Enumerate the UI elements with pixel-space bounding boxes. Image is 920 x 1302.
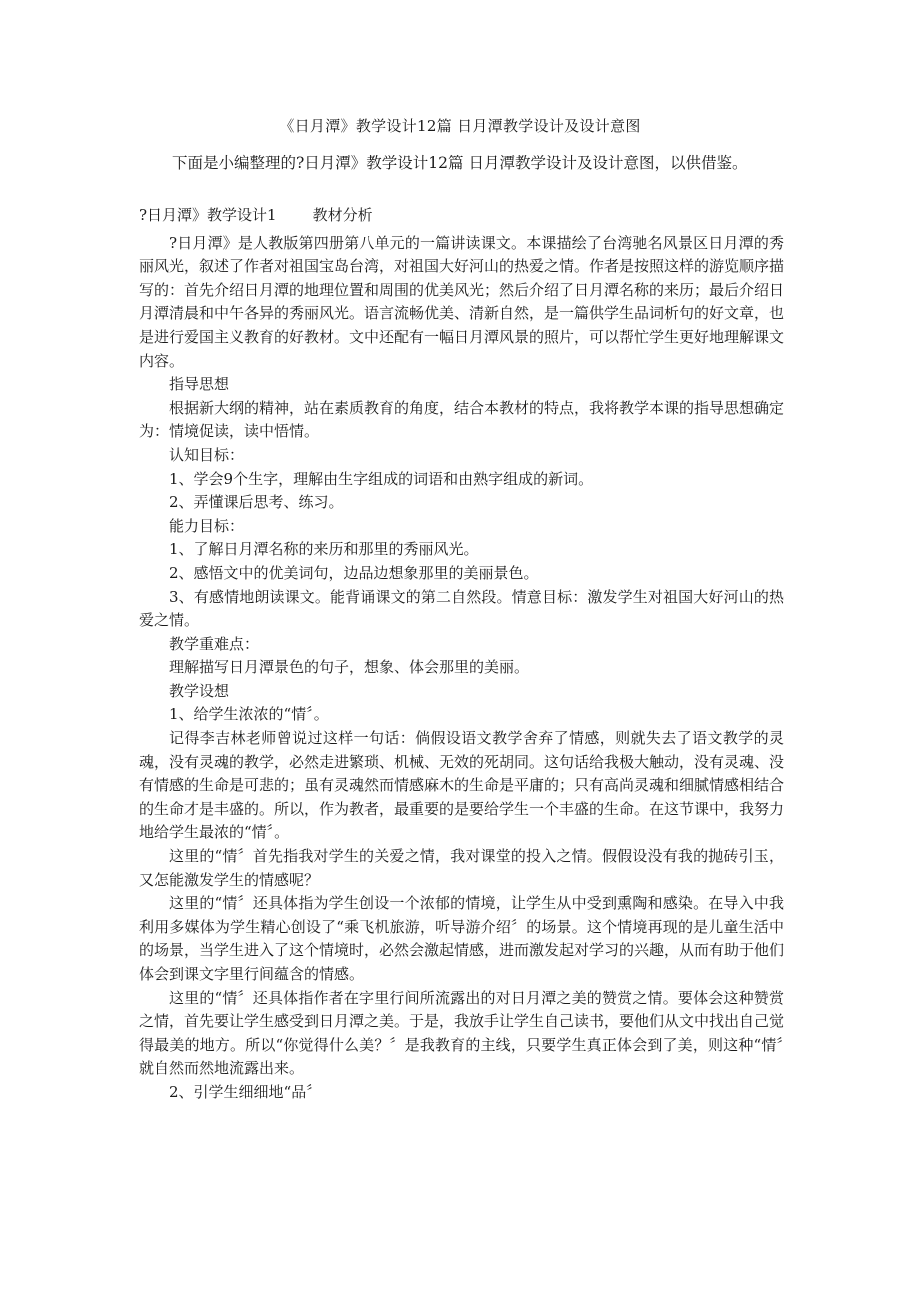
list-item: 1、了解日月潭名称的来历和那里的秀丽风光。 bbox=[169, 540, 479, 559]
list-item: 2、弄懂课后思考、练习。 bbox=[169, 493, 344, 512]
paragraph-body: 这里的“情〞还具体指作者在字里行间所流露出的对日月潭之美的赞赏之情。要体会这种赞赏之情，首先要让学生感受到日月潭之美。于是，我放手让学生自己读书，要他们从文中找出自己觉得最美的地方。所以“你觉得什么美？〞是我教育的主线，只要学生真正体会到了美，则这种“情〞就自然而然地流露出来。 bbox=[139, 988, 785, 1078]
list-item: 2、引学生细细地“品〞 bbox=[169, 1082, 322, 1101]
intro-paragraph: 下面是小编整理的?日月潭》教学设计12篇 日月潭教学设计及设计意图，以供借鉴。 bbox=[172, 154, 748, 172]
heading-guiding-idea: 指导思想 bbox=[169, 375, 230, 394]
list-item: 1、学会9个生字，理解由生字组成的词语和由熟字组成的新词。 bbox=[169, 469, 594, 488]
list-item: 2、感悟文中的优美词句，边品边想象那里的美丽景色。 bbox=[169, 563, 539, 582]
heading-ability-goals: 能力目标： bbox=[169, 516, 245, 535]
section-heading-subtitle: 教材分析 bbox=[312, 206, 373, 224]
paragraph-material-analysis: ?日月潭》是人教版第四册第八单元的一篇讲读课文。本课描绘了台湾驰名风景区日月潭的秀丽风光，叙述了作者对祖国宝岛台湾，对祖国大好河山的热爱之情。作者是按照这样的游览顺序描写的：首先介绍日月潭的地理位置和周围的优美风光；然后介绍了日月潭名称的来历；最后介绍日月潭清晨和中午各异的秀丽风光。语言流畅优美、清新自然，是一篇供学生品词析句的好文章，也是进行爱国主义教育的好教材。文中还配有一幅日月潭风景的照片，可以帮忙学生更好地理解课文内容。 bbox=[139, 233, 785, 370]
paragraph-body: 这里的“情〞首先指我对学生的关爱之情，我对课堂的投入之情。假假设没有我的抛砖引玉，又怎能激发学生的情感呢？ bbox=[139, 847, 784, 889]
document-title: 《日月潭》教学设计12篇 日月潭教学设计及设计意图 bbox=[279, 117, 641, 135]
paragraph-body: 记得李吉林老师曾说过这样一句话：倘假设语文教学舍弃了情感，则就失去了语文教学的灵魂，没有灵魂的教学，必然走进繁琐、机械、无效的死胡同。这句话给我极大触动，没有灵魂、没有情感的生命是可悲的；虽有灵魂然而情感麻木的生命是平庸的；只有高尚灵魂和细腻情感相结合的生命才是丰盛的。所以，作为教者，最重要的是要给学生一个丰盛的生命。在这节课中，我努力地给学生最浓的“情〞。 bbox=[139, 729, 785, 842]
paragraph-guiding-idea: 根据新大纲的精神，站在素质教育的角度，结合本教材的特点，我将教学本课的指导思想确定为：情境促读，读中悟情。 bbox=[139, 398, 785, 441]
document-body bbox=[139, 204, 784, 1105]
section-heading bbox=[139, 204, 784, 228]
paragraph-key-points: 理解描写日月潭景色的句子，想象、体会那里的美丽。 bbox=[169, 658, 530, 677]
section-heading-title: ?日月潭》教学设计1 bbox=[139, 206, 277, 224]
list-item: 1、给学生浓浓的“情〞。 bbox=[169, 705, 329, 724]
paragraph-body: 这里的“情〞还具体指为学生创设一个浓郁的情境，让学生从中受到熏陶和感染。在导入中我利用多媒体为学生精心创设了“乘飞机旅游，听导游介绍〞的场景。这个情境再现的是儿童生活中的场景，当学生进入了这个情境时，必然会激起情感，进而激发起对学习的兴趣，从而有助于他们体会到课文字里行间蕴含的情感。 bbox=[139, 894, 785, 983]
heading-key-points: 教学重难点： bbox=[169, 634, 260, 653]
heading-cognitive-goals: 认知目标： bbox=[169, 445, 245, 464]
list-item: 3、有感情地朗读课文。能背诵课文的第二自然段。情意目标：激发学生对祖国大好河山的热爱之情。 bbox=[139, 587, 784, 630]
heading-teaching-concept: 教学设想 bbox=[169, 681, 230, 700]
